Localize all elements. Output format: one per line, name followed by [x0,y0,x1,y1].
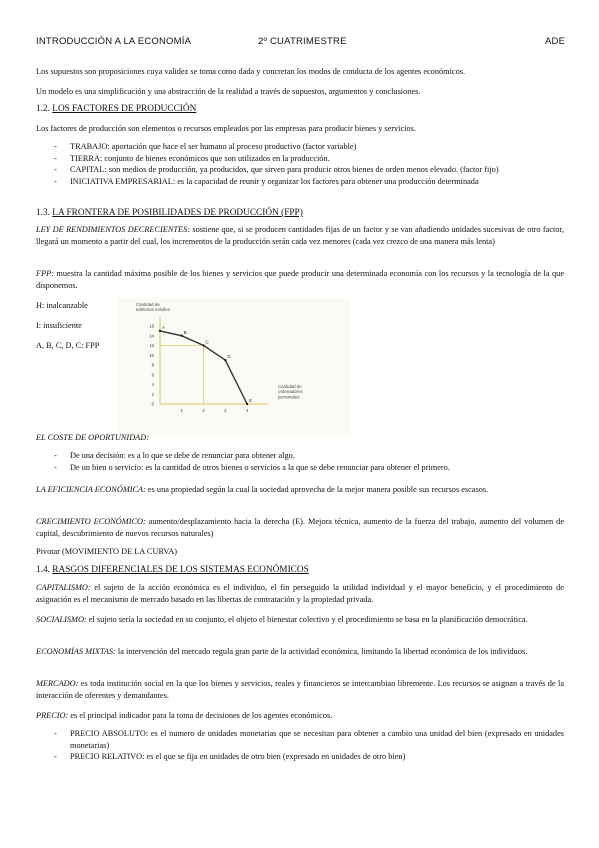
pivotar: Pivotar (MOVIMIENTO DE LA CURVA) [36,547,177,556]
header-course: INTRODUCCIÓN A LA ECONOMÍA [36,36,192,47]
term: SOCIALISMO: [36,615,87,624]
list-item: - De una decisión: es a lo que se debe de renunciar para obtener algo. [36,450,564,462]
term: MERCADO: [36,679,79,688]
factores-list [36,141,564,187]
definition: el sujeto de la acción económica es el individuo, el fin perseguido la utilidad individual y el mayor beneficio, y el procedimiento de asignación es el mecanismo de mercado basado en las libertas de contratación y la propiedad privada. [36,583,564,604]
point-label: E [249,398,253,403]
legend-h: H: inalcanzable [36,301,88,310]
economias-mixtas [36,646,564,658]
mercado [36,678,564,701]
definition: es el principal indicador para la toma de decisiones de los agentes económicos. [68,711,333,720]
y-tick-label: 14 [149,333,154,339]
definition: muestra la cantidad máxima posible de los bienes y servicios que puede producir una determinada economía con los recursos y la tecnología de la que disponemos. [36,269,564,290]
ley-rendimientos [36,224,564,247]
term: LEY DE RENDIMIENTOS DECRECIENTES: [36,225,190,234]
definition: el sujeto sería la sociedad en su conjunto, el objeto el bienestar colectivo y el procedimiento se basa en la planificación democrática. [86,615,528,624]
list-item: - PRECIO ABSOLUTO: es el numero de unidades monetarias que se necesitan para obtener a cambio una unidad del bien (expresado en unidades monetarias) [36,728,564,751]
y-tick-label: 10 [149,352,154,358]
coste-list [36,450,564,473]
crecimiento [36,516,564,539]
coste-heading [36,432,564,444]
fpp-chart [118,298,350,436]
x-tick-label: 1 [180,408,183,413]
y-tick-label: 6 [151,372,154,378]
precio-list [36,728,564,763]
list-item: - CAPITAL: son medios de producción, ya producidos, que sirven para producir otros bienes de orden menos elevado. (factor fijo) [36,164,564,176]
definition: aumento/desplazamiento hacia la derecha (E). Mejora técnica, aumento de la fuerza del trabajo, aumento del volumen de capital, descubrimiento de nuevos recursos naturales) [36,517,564,538]
data-point [181,335,183,337]
section-title: LA FRONTERA DE POSIBILIDADES DE PRODUCCIÓN (FPP) [52,208,303,218]
definition: es toda institución social en la que los bienes y servicios, reales y financieros se intercambian libremente. Los recursos se asignan a través de la interacción de oferentes y demandantes. [36,679,564,700]
data-point [224,359,226,361]
definition: la intervención del mercado regula gran parte de la actividad económica, limitando la libertad económica de los individuos. [115,647,528,656]
y-tick-label: 0 [151,401,154,407]
term: CAPITALISMO: [36,583,91,592]
term: EL COSTE DE OPORTUNIDAD: [36,433,150,442]
list-item: - TRABAJO: aportación que hace el ser humano al proceso productivo (factor variable) [36,141,564,153]
data-point [159,330,161,332]
factores-lead: Los factores de producción son elementos o recursos empleados por las empresas para producir bienes y servicios. [36,124,416,133]
term: LA EFICIENCIA ECONÓMICA: [36,485,146,494]
term: PRECIO: [36,711,69,720]
y-tick-label: 8 [151,362,154,368]
capitalismo [36,582,564,605]
y-tick-label: 12 [149,343,154,348]
point-label: C [205,339,209,345]
fpp-definition [36,268,564,291]
section-title: RASGOS DIFERENCIALES DE LOS SISTEMAS ECONÓMICOS [52,565,309,575]
point-label: B [183,329,187,335]
header-degree: ADE [545,36,566,47]
section-title: LOS FACTORES DE PRODUCCIÓN [52,104,197,114]
section-number: 1.4. [36,565,50,575]
y-tick-label: 2 [151,391,154,397]
intro-p2: Un modelo es una simplificación y una abstracción de la realidad a través de supuestos, argumentos y conclusiones. [36,87,421,96]
x-axis-label: Cantidad de ordenadores personales [278,384,303,400]
socialismo [36,614,564,626]
point-label: D [227,354,231,360]
data-point [246,403,248,405]
section-number: 1.3. [36,208,50,218]
definition: sostiene que, si se producen cantidades fijas de un factor y se van añadiendo unidades sucesivas de otro factor, llegará un momento a partir del cual, los incrementos de la producción serán cada vez menores (cada vez crezco de una manera más lenta) [36,225,565,246]
section-1-3-heading [36,207,303,219]
term: FPP: [36,269,54,278]
list-item: - PRECIO RELATIVO: es el que se fija en unidades de otro bien (expresado en unidades de otro bien) [36,751,564,763]
y-tick-label: 4 [151,382,154,387]
legend-i: I: insuficiente [36,321,82,330]
intro-p1: Los supuestos son proposiciones cuya validez se toma como dada y concretan los modos de conducta de los agentes económicos. [36,67,466,76]
y-axis-label: Cantidad de teléfonos móviles [136,302,170,313]
list-item: - De un bien o servicio: es la cantidad de otros bienes o servicios a la que se debe renunciar para obtener el primero. [36,462,564,474]
point-label: A [162,324,165,330]
term: CRECIMIENTO ECONÓMICO: [36,517,146,526]
header-term: 2º CUATRIMESTRE [258,36,347,47]
x-tick-label: 4 [245,408,249,413]
data-point [202,344,204,346]
definition: es una propiedad según la cual la sociedad aprovecha de la mejor manera posible sus recursos escasos. [145,485,489,494]
x-tick-label: 2 [202,408,205,413]
eficiencia [36,484,564,496]
x-tick-label: 3 [224,408,227,413]
list-item: - TIERRA: conjunto de bienes económicos que son utilizados en la producción. [36,153,564,165]
section-1-4-heading [36,564,309,576]
section-1-2-heading [36,103,196,115]
section-number: 1.2. [36,104,50,114]
term: ECONOMÍAS MIXTAS: [36,647,116,656]
y-tick-label: 16 [149,323,154,329]
legend-fpp: A, B, C, D, C: FPP [36,341,100,350]
list-item: - INICIATIVA EMPRESARIAL: es la capacidad de reunir y organizar los factores para obtener una producción determinada [36,176,564,188]
precio [36,710,564,722]
